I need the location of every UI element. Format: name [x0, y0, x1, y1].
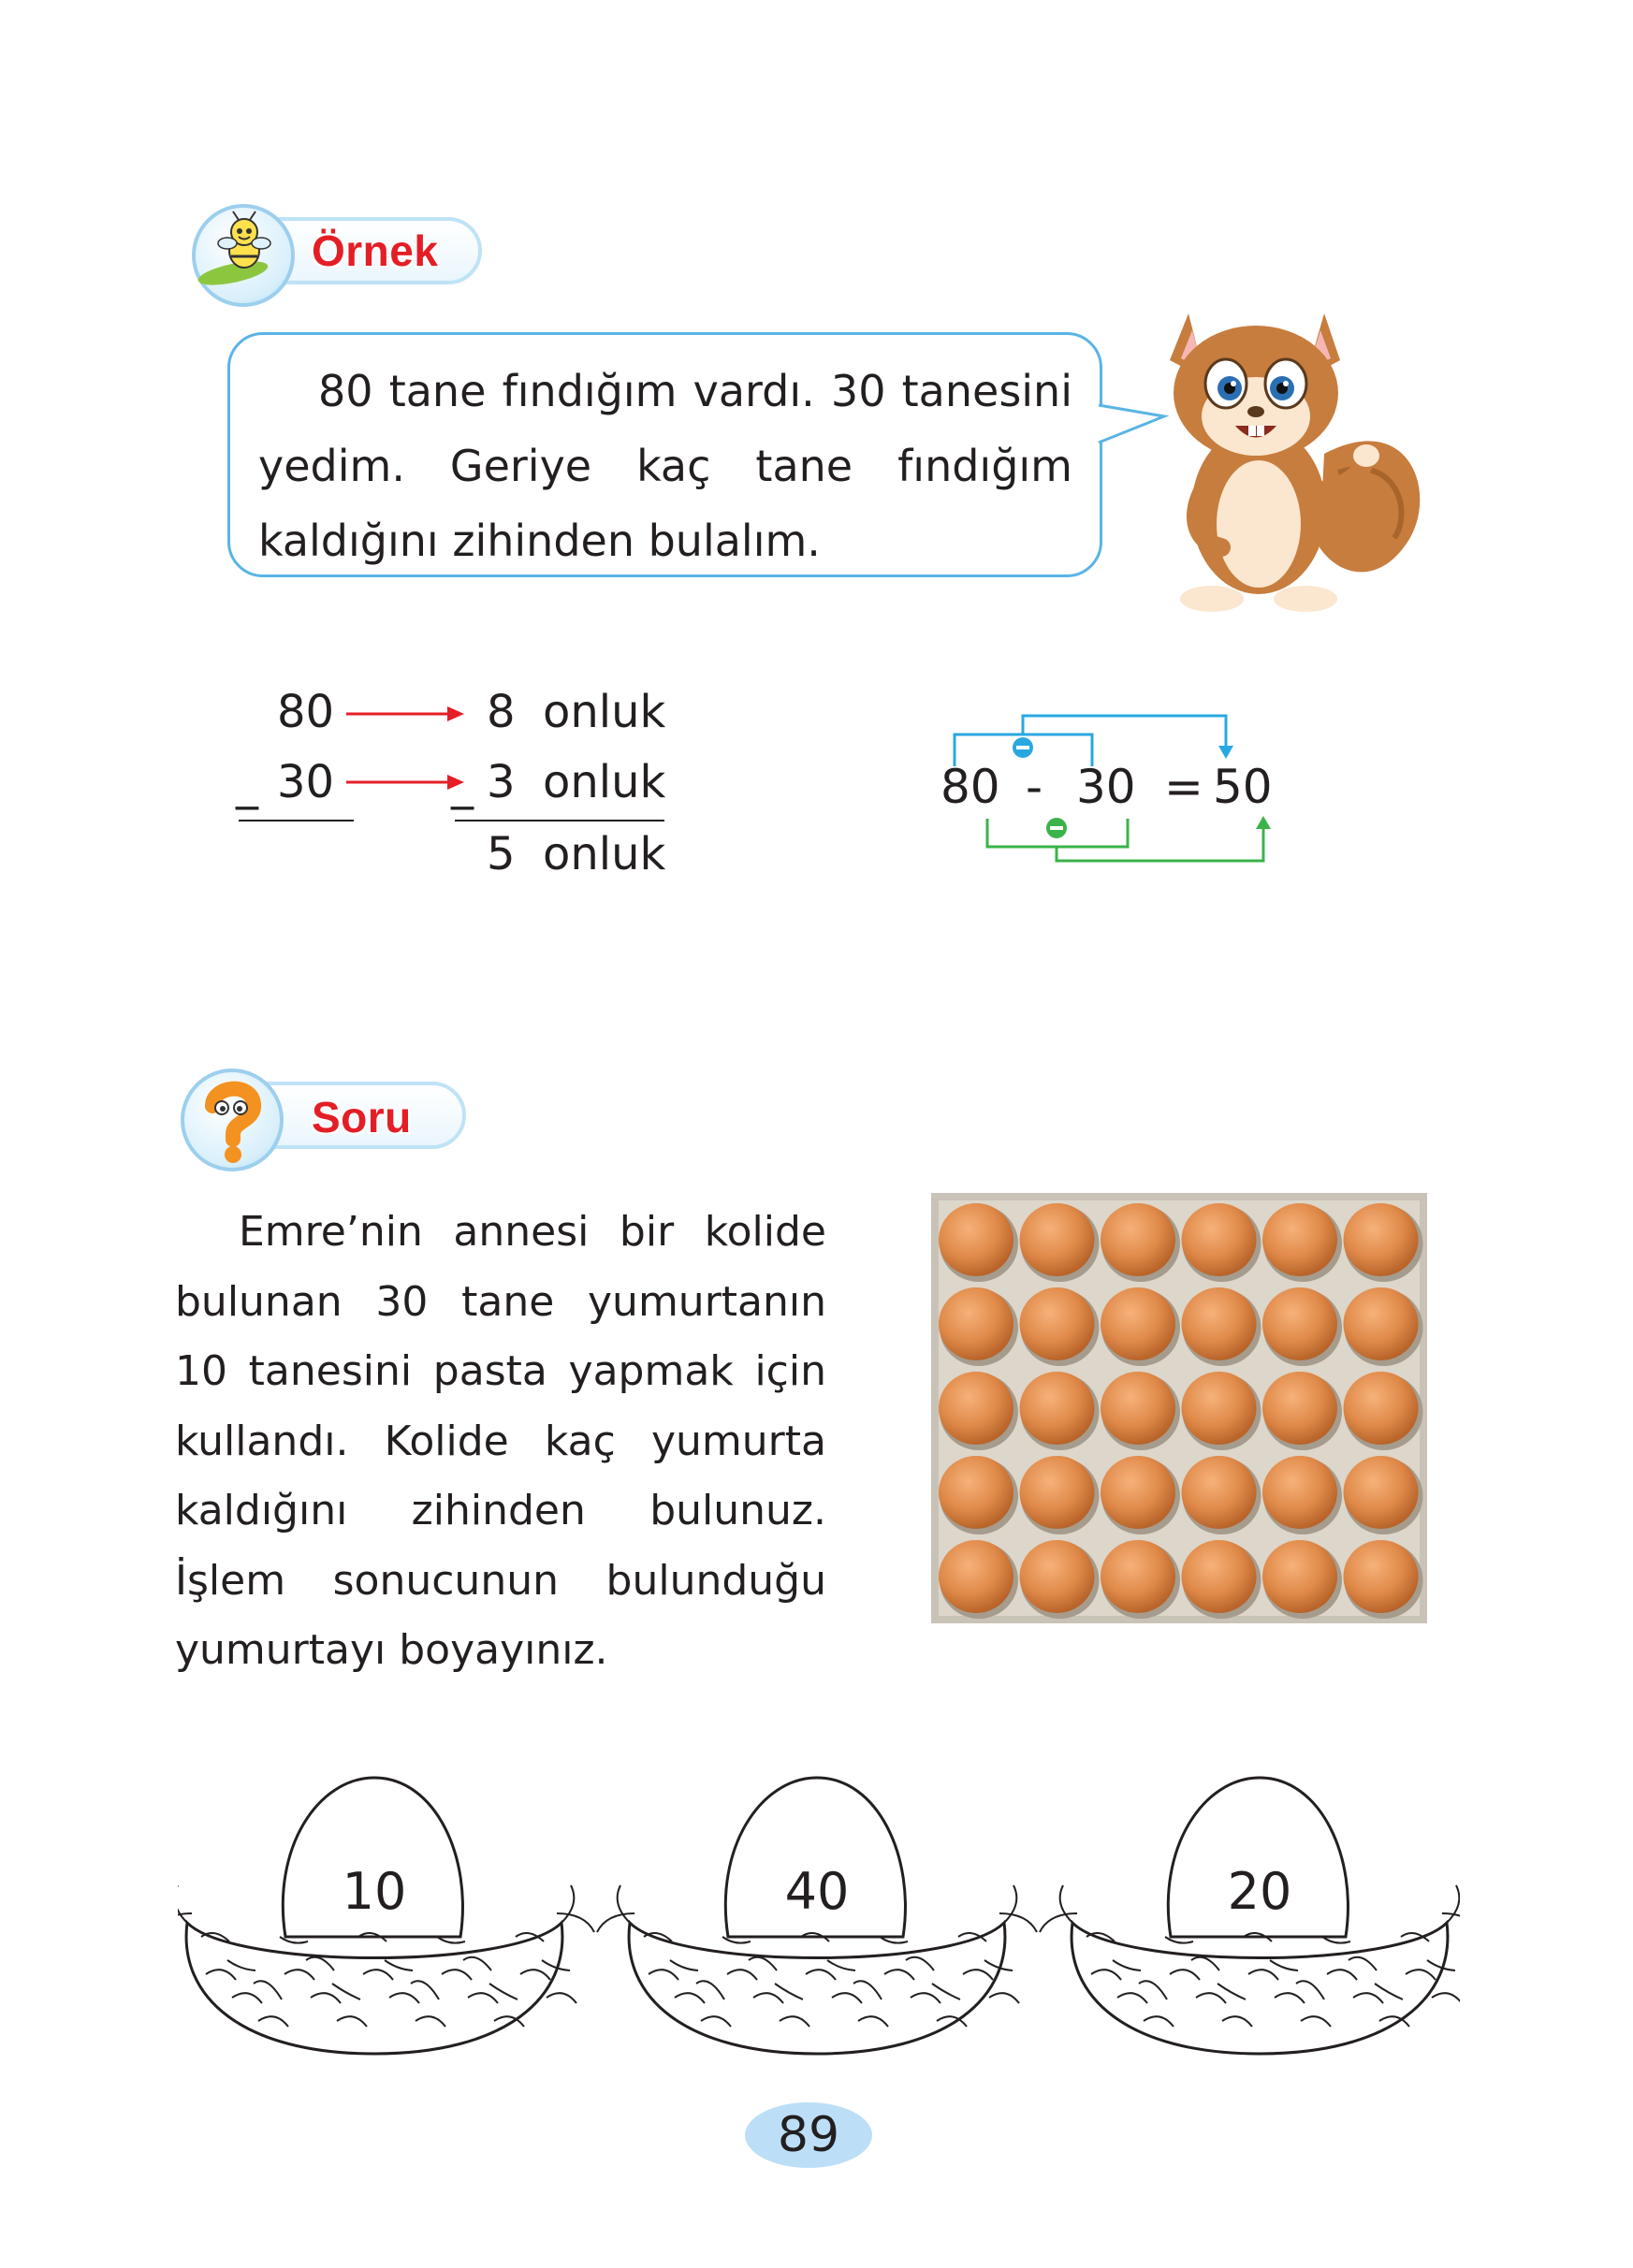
question-mascot-badge [181, 1069, 284, 1171]
subtrahend: 30 [277, 756, 335, 808]
ornek-label: Örnek [312, 226, 439, 275]
carton-egg [1182, 1203, 1257, 1276]
carton-egg [1182, 1456, 1257, 1529]
egg-carton-image [931, 1193, 1427, 1623]
carton-egg [1262, 1456, 1337, 1529]
minus-sign: _ [236, 758, 258, 810]
carton-egg [1020, 1372, 1095, 1445]
egg-answer-2[interactable]: 40 [784, 1862, 850, 1921]
row2-unit: onluk [543, 756, 666, 808]
sum-line-left [239, 820, 354, 821]
problem-text: 80 tane fındığım vardı. 30 tanesini yedim. Geriye kaç tane fındığım kaldığını zihinden bulalım. [258, 366, 1072, 566]
carton-egg [1262, 1540, 1337, 1613]
page-number: 89 [777, 2107, 840, 2163]
carton-egg [1020, 1456, 1095, 1529]
result-tens: 5 [487, 828, 516, 880]
equation-a: 80 [940, 760, 1000, 814]
carton-egg [1344, 1203, 1419, 1276]
row1-unit: onluk [543, 686, 666, 738]
carton-egg [939, 1540, 1013, 1613]
minus-sign-2: _ [451, 758, 474, 810]
nest-outline [186, 1923, 562, 2054]
carton-egg [1182, 1372, 1257, 1445]
carton-egg [1182, 1287, 1257, 1360]
equation-op: - [1026, 760, 1043, 814]
bee-mascot-icon [196, 208, 291, 303]
carton-egg [1344, 1287, 1419, 1360]
nest-outline [1072, 1923, 1448, 2054]
equation-result: 50 [1213, 760, 1273, 814]
minuend: 80 [277, 686, 335, 738]
carton-egg [939, 1203, 1013, 1276]
carton-egg [1101, 1203, 1175, 1276]
carton-egg [1182, 1540, 1257, 1613]
carton-egg [1262, 1203, 1337, 1276]
carton-egg [1020, 1287, 1095, 1360]
carton-egg [1344, 1540, 1419, 1613]
carton-egg [1020, 1540, 1095, 1613]
equation-b: 30 [1076, 760, 1136, 814]
soru-label: Soru [312, 1093, 412, 1141]
nest-outline [629, 1923, 1005, 2054]
question-text: Emre’nin annesi bir kolide bulunan 30 tane yumurtanın 10 tanesini pasta yapmak için kullandı. Kolide kaç yumurta kaldığını zihinden bulunuz. İşlem sonucunun bulunduğu yumurtayı boyayınız. [175, 1208, 826, 1674]
equation-eq: = [1164, 760, 1203, 814]
carton-egg [1262, 1287, 1337, 1360]
carton-egg [1262, 1372, 1337, 1445]
carton-egg [1101, 1372, 1175, 1445]
carton-egg [939, 1456, 1013, 1529]
carton-egg [1344, 1372, 1419, 1445]
egg-answer-1[interactable]: 10 [342, 1862, 407, 1921]
carton-egg [1020, 1203, 1095, 1276]
row1-tens: 8 [487, 686, 516, 738]
result-unit: onluk [543, 828, 666, 880]
carton-egg [1101, 1540, 1175, 1613]
carton-egg [1101, 1456, 1175, 1529]
carton-egg [1101, 1287, 1175, 1360]
squirrel-illustration [1132, 276, 1441, 622]
sum-line-right [455, 820, 664, 821]
carton-egg [1344, 1456, 1419, 1529]
red-arrows [346, 692, 468, 795]
row2-tens: 3 [487, 756, 516, 808]
egg-answer-3[interactable]: 20 [1227, 1862, 1292, 1921]
bee-mascot-badge [192, 204, 295, 307]
carton-egg [939, 1372, 1013, 1445]
speech-bubble [227, 332, 1102, 577]
nests-illustration [178, 1773, 1460, 2082]
question-mark-icon [184, 1072, 280, 1168]
carton-egg [939, 1287, 1013, 1360]
